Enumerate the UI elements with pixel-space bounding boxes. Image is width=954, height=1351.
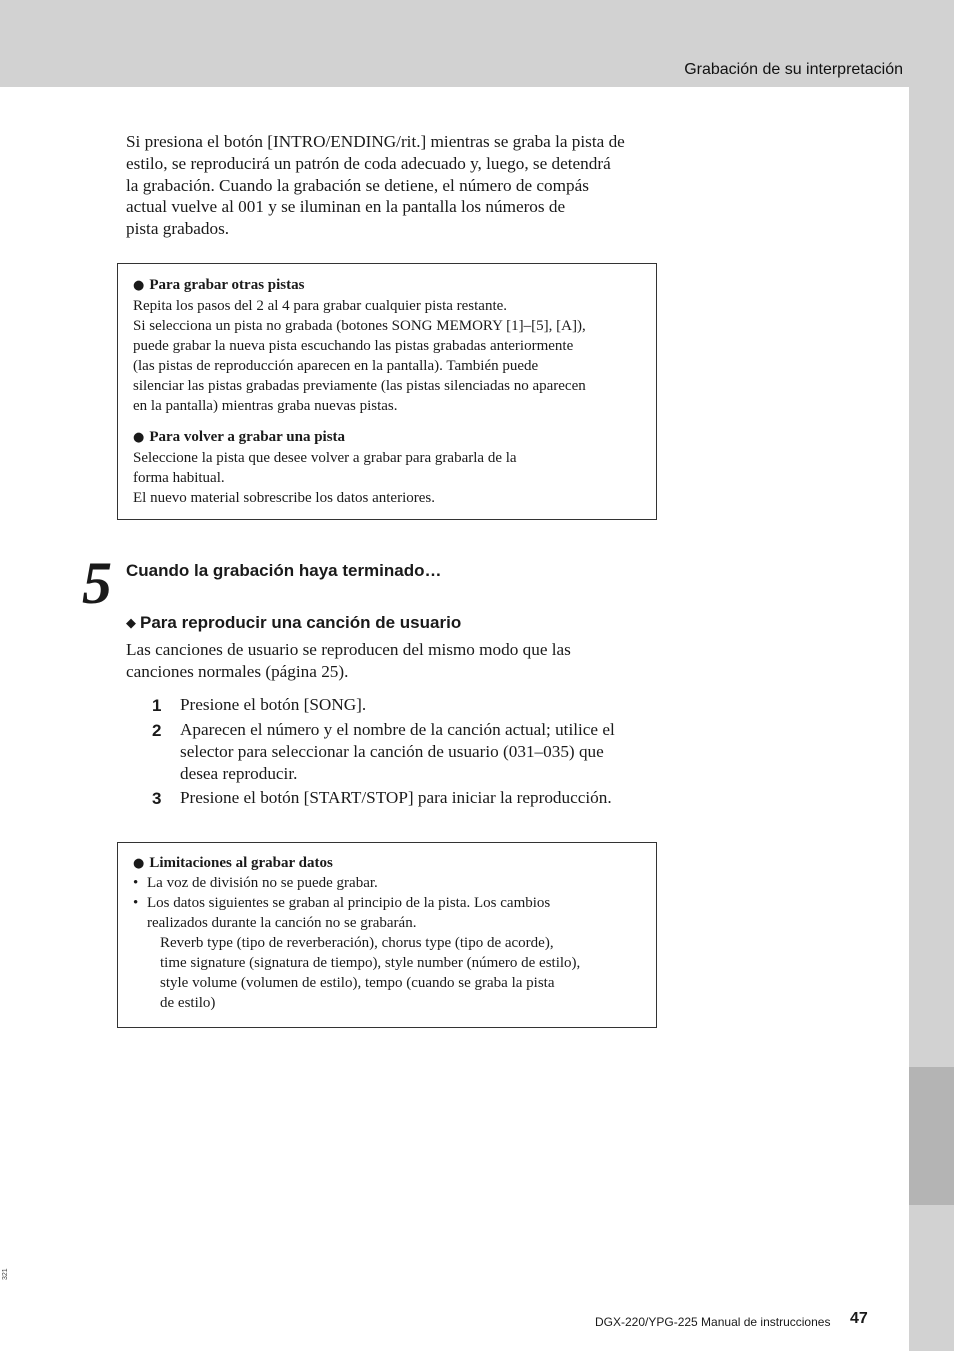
sub-step-number: 3 <box>152 789 162 808</box>
list-bullet: • <box>133 875 139 891</box>
note-line: El nuevo material sobrescribe los datos anteriores. <box>133 490 435 506</box>
note-heading-text: Limitaciones al grabar datos <box>149 855 333 871</box>
sub-heading <box>126 613 461 633</box>
chapter-tab <box>909 1067 954 1205</box>
sub-step-line: Presione el botón [SONG]. <box>180 695 367 714</box>
sub-step-line: desea reproducir. <box>180 763 298 783</box>
note-line: Si selecciona un pista no grabada (botones SONG MEMORY [1]–[5], [A]), <box>133 318 586 334</box>
note-heading <box>133 275 586 296</box>
sub-step-number: 1 <box>152 696 162 715</box>
note-box-limitations <box>117 842 657 1028</box>
bullet-icon: ● <box>133 430 145 445</box>
step-number: 5 <box>82 550 112 616</box>
indented-line: time signature (signatura de tiempo), style number (número de estilo), <box>160 955 581 971</box>
note-heading <box>133 853 333 874</box>
note-heading <box>133 427 517 448</box>
sub-step-line: selector para seleccionar la canción de usuario (031–035) que <box>180 741 604 761</box>
section-title: Grabación de su interpretación <box>684 61 903 78</box>
list-item-line: Los datos siguientes se graban al principio de la pista. Los cambios <box>147 895 551 911</box>
indented-line: Reverb type (tipo de reverberación), chorus type (tipo de acorde), <box>160 935 554 951</box>
indented-line: de estilo) <box>160 995 216 1011</box>
note-section-rerecord <box>133 427 517 508</box>
bullet-icon: ● <box>133 278 145 293</box>
note-line: (las pistas de reproducción aparecen en la pantalla). También puede <box>133 358 539 374</box>
note-heading-text: Para grabar otras pistas <box>149 277 305 293</box>
note-heading-text: Para volver a grabar una pista <box>149 429 346 445</box>
sub-step-line: Presione el botón [START/STOP] para iniciar la reproducción. <box>180 788 612 807</box>
bullet-icon: ● <box>133 856 145 871</box>
note-line: Seleccione la pista que desee volver a grabar para grabarla de la <box>133 450 517 466</box>
note-line: Repita los pasos del 2 al 4 para grabar cualquier pista restante. <box>133 298 508 314</box>
intro-line: pista grabados. <box>126 219 230 239</box>
paragraph-line: canciones normales (página 25). <box>126 661 349 681</box>
playback-paragraph <box>126 639 666 683</box>
note-limitations-heading <box>133 853 333 874</box>
page-number: 47 <box>850 1310 868 1327</box>
note-box-other-tracks <box>117 263 657 520</box>
step-heading: Cuando la grabación haya terminado… <box>126 561 442 580</box>
intro-line: Si presiona el botón [INTRO/ENDING/rit.] mientras se graba la pista de <box>126 132 625 151</box>
note-line: puede grabar la nueva pista escuchando las pistas grabadas anteriormente <box>133 338 574 354</box>
intro-paragraph <box>126 131 666 240</box>
side-code: 321 <box>2 1268 9 1280</box>
sub-heading-text: Para reproducir una canción de usuario <box>140 613 462 632</box>
footer-manual-title: DGX-220/YPG-225 Manual de instrucciones <box>595 1315 831 1329</box>
intro-line: actual vuelve al 001 y se iluminan en la pantalla los números de <box>126 197 566 217</box>
paragraph-line: Las canciones de usuario se reproducen del mismo modo que las <box>126 640 571 659</box>
indented-data-list <box>160 933 580 1013</box>
sub-step-line: Aparecen el número y el nombre de la canción actual; utilice el <box>180 720 615 739</box>
intro-line: la grabación. Cuando la grabación se detiene, el número de compás <box>126 175 589 195</box>
diamond-icon: ◆ <box>126 616 136 631</box>
list-item-text: La voz de división no se puede grabar. <box>147 875 378 891</box>
indented-line: style volume (volumen de estilo), tempo (cuando se graba la pista <box>160 975 555 991</box>
list-bullet: • <box>133 895 139 911</box>
intro-line: estilo, se reproducirá un patrón de coda adecuado y, luego, se detendrá <box>126 153 611 173</box>
note-line: en la pantalla) mientras graba nuevas pistas. <box>133 398 398 414</box>
sub-step-number: 2 <box>152 721 162 740</box>
note-line: silenciar las pistas grabadas previamente (las pistas silenciadas no aparecen <box>133 378 586 394</box>
note-section-record-other <box>133 275 586 416</box>
list-item-line: realizados durante la canción no se grabarán. <box>147 915 417 931</box>
note-line: forma habitual. <box>133 470 225 486</box>
